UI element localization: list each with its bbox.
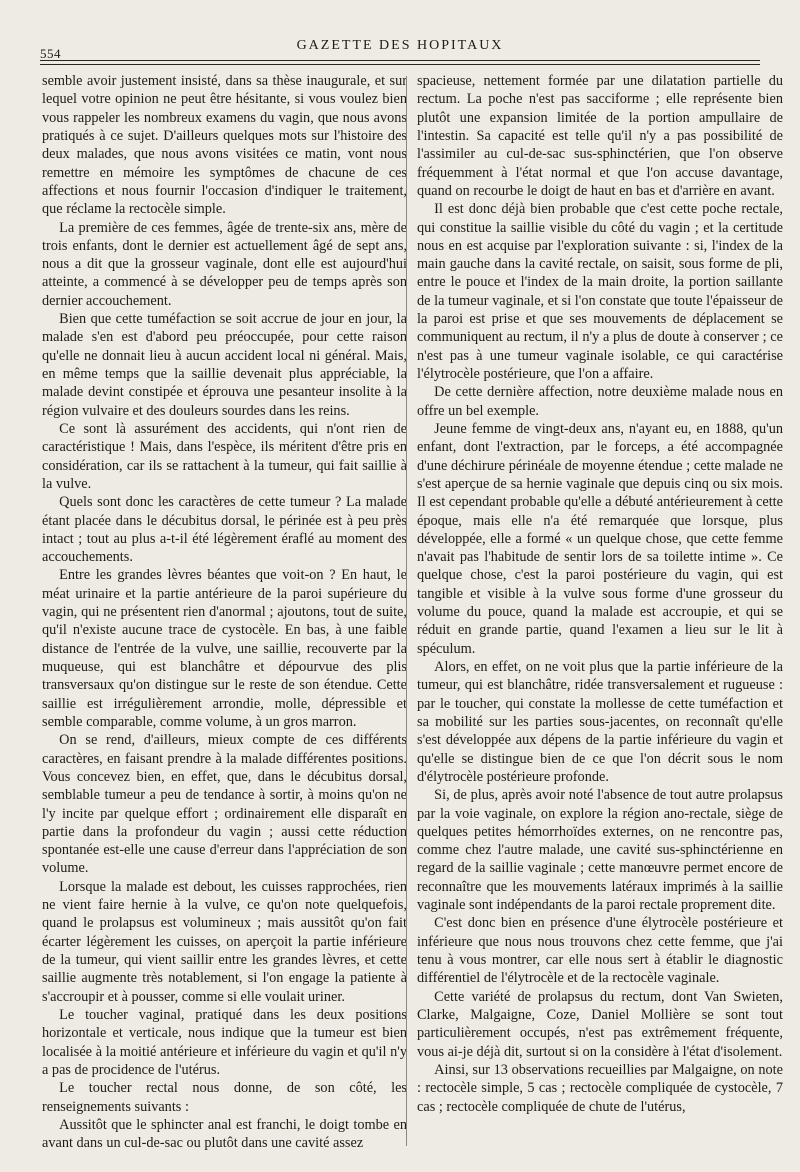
- paragraph: Lorsque la malade est debout, les cuisses rapprochées, rien ne vient faire hernie à la vulve, ce qu'on note quelquefois, quand le prolapsus est volumineux ; mais aussitôt qu'on fait écarter légèrement les cuisses, on aperçoit la partie inférieure de la tumeur, qui vient saillir entre les grandes lèvres, et cette saillie augmente très notablement, si l'on engage la patiente à s'accroupir et à pousser, comme si elle voulait uriner.: [42, 878, 407, 1005]
- right-column: [417, 72, 783, 1116]
- left-column: [42, 72, 407, 1152]
- paragraph: spacieuse, nettement formée par une dilatation partielle du rectum. La poche n'est pas sacciforme ; elle représente bien plutôt une expansion limitée de la portion ampullaire de l'intestin. Sa capacité est telle qu'il n'y a pas possibilité de l'assimiler au cul-de-sac sus-sphinctérien, que l'on observe fréquemment à l'état normal et que l'on accuse davantage, quand on recourbe le doigt de haut en bas et d'arrière en avant.: [417, 73, 783, 199]
- column-divider: [406, 76, 407, 1146]
- paragraph: Il est donc déjà bien probable que c'est cette poche rectale, qui constitue la saillie visible du côté du vagin ; et la certitude nous en est acquise par l'exploration suivante : si, l'index de la main gauche dans la cavité rectale, on saisit, sous forme de pli, entre le pouce et l'index de la main droite, la portion saillante de la tumeur vaginale, et si l'on constate que toute l'épaisseur de la paroi est prise et que ses mouvements de déplacement se communiquent au rectum, il n'y a plus de doute à conserver ; ce n'est pas à une tumeur vaginale isolable, ce qui caractérise l'élytrocèle postérieure, que l'on a affaire.: [417, 201, 783, 382]
- paragraph: Aussitôt que le sphincter anal est franchi, le doigt tombe en avant dans un cul-de-sac ou plutôt dans une cavité assez: [42, 1116, 407, 1152]
- paragraph: De cette dernière affection, notre deuxième malade nous en offre un bel exemple.: [417, 384, 783, 419]
- paragraph: Ainsi, sur 13 observations recueillies par Malgaigne, on note : rectocèle simple, 5 cas ; rectocèle compliquée de cystocèle, 7 cas ; rectocèle compliquée de chute de l'utérus,: [417, 1061, 783, 1115]
- paragraph: Alors, en effet, on ne voit plus que la partie inférieure de la tumeur, qui est blanchâtre, ridée transversalement et rugueuse : par le toucher, qui constate la mollesse de cette tuméfaction et sa mobilité sur les parties sous-jacentes, on reconnaît qu'elle s'est développée aux dépens de la partie inférieure du vagin et qu'elle se distingue bien de ce que l'on décrit sous le nom d'élytrocèle postérieure profonde.: [417, 659, 783, 785]
- paragraph: Si, de plus, après avoir noté l'absence de tout autre prolapsus par la voie vaginale, on explore la région ano-rectale, siège de quelques petites hémorrhoïdes externes, on ne rencontre pas, comme chez l'autre malade, une cavité sus-sphinctérienne en regard de la saillie vaginale ; cette manœuvre permet encore de reconnaître que les mouvements latéraux imprimés à la saillie vaginale sont indépendants de la paroi rectale proprement dite.: [417, 787, 783, 914]
- page-number: 554: [40, 46, 61, 61]
- paragraph: Entre les grandes lèvres béantes que voit-on ? En haut, le méat urinaire et la partie antérieure de la paroi supérieure du vagin, qui ne présentent rien d'anormal ; ajoutons, tout de suite, qu'il n'existe aucune trace de cystocèle. En bas, à une faible distance de l'entrée de la vulve, une saillie, recouverte par la muqueuse, qui est blanchâtre et dépourvue des plis transversaux qu'on distingue sur le reste de son étendue. Cette saillie est irrégulièrement arrondie, molle, dépressible et semble comparable, comme volume, à un gros marron.: [42, 567, 407, 730]
- header-rule-bottom: [40, 64, 760, 65]
- paragraph: Jeune femme de vingt-deux ans, n'ayant eu, en 1888, qu'un enfant, dont l'extraction, par le forceps, a été accompagnée d'une déchirure périnéale de moyenne étendue ; cette malade ne s'est aperçue de sa hernie vaginale que depuis cinq ou six mois. Il est cependant probable qu'elle a débuté antérieurement à cette époque, mais elle n'a été remarquée que lorsque, plus développée, elle a formé « un quelque chose, que cette femme n'avait pas l'habitude de sentir lors de sa toilette intime ». Ce quelque chose, c'est la paroi postérieure du vagin, qui est tangible et visible à la vulve sous forme d'une grosseur du volume du pouce, quand la malade est accroupie, et qui se réduit en grande partie, quand l'examen a lieu sur le lit à spéculum.: [417, 420, 783, 657]
- paragraph: Bien que cette tuméfaction se soit accrue de jour en jour, la malade s'en est d'abord peu préoccupée, pour cette raison qu'elle ne donnait lieu à aucun accident local ni général. Mais, en même temps que la saillie devenait plus appréciable, la malade devint constipée et éprouva une pesanteur insolite à la région vulvaire et des douleurs sourdes dans les reins.: [42, 311, 407, 419]
- paragraph: La première de ces femmes, âgée de trente-six ans, mère de trois enfants, dont le dernier est actuellement âgé de sept ans, nous a dit que la grosseur vaginale, dont elle est aujourd'hui atteinte, a commencé à se développer peu de temps après son dernier accouchement.: [42, 219, 407, 309]
- paragraph: Ce sont là assurément des accidents, qui n'ont rien de caractéristique ! Mais, dans l'espèce, ils méritent d'être pris en considération, car ils se rattachent à la tumeur, qui fait saillie à la vulve.: [42, 420, 407, 492]
- paragraph: Le toucher rectal nous donne, de son côté, les renseignements suivants :: [42, 1080, 407, 1115]
- paragraph: C'est donc bien en présence d'une élytrocèle postérieure et inférieure que nous nous trouvons chez cette femme, que j'ai tenu à vous montrer, car elle nous sert à établir le diagnostic différentiel de l'élytrocèle et de la rectocèle vaginale.: [417, 915, 783, 987]
- header-rule-top: [40, 60, 760, 61]
- paragraph: Le toucher vaginal, pratiqué dans les deux positions horizontale et verticale, nous indique que la tumeur est bien localisée à la moitié antérieure et inférieure du vagin et qu'il n'y a pas de procidence de l'utérus.: [42, 1006, 407, 1078]
- paragraph: On se rend, d'ailleurs, mieux compte de ces différents caractères, en faisant prendre à la malade différentes positions. Vous concevez bien, en effet, que, dans le décubitus dorsal, semblable tumeur a peu de tendance à sortir, à moins qu'on ne l'y incite par quelque effort ; ordinairement elle disparaît en partie dans la profondeur du vagin ; aussi cette réduction spontanée est-elle une cause d'erreur dans l'appréciation de son volume.: [42, 732, 407, 877]
- paragraph: Quels sont donc les caractères de cette tumeur ? La malade étant placée dans le décubitus dorsal, le périnée est à peu près intact ; tout au plus a-t-il été légèrement éraflé au moment des accouchements.: [42, 494, 407, 566]
- paragraph: semble avoir justement insisté, dans sa thèse inaugurale, et sur lequel votre opinion ne peut être hésitante, si vous voulez bien vous rappeler les nombreux examens du vagin, que nous avons pratiqués à ce sujet. D'ailleurs quelques mots sur l'histoire des deux malades, que nous avons visitées ce matin, vont nous remettre en mémoire les symptômes de chacune de ces affections et nous fournir l'occasion d'indiquer le traitement, que réclame la rectocèle simple.: [42, 73, 407, 218]
- running-head-title: GAZETTE DES HOPITAUX: [296, 38, 504, 53]
- paragraph: Cette variété de prolapsus du rectum, dont Van Swieten, Clarke, Malgaigne, Coze, Daniel Mollière se sont tout particulièrement occupés, n'est pas extrêmement fréquente, vous ai-je déjà dit, surtout si on la considère à l'état d'isolement.: [417, 988, 783, 1060]
